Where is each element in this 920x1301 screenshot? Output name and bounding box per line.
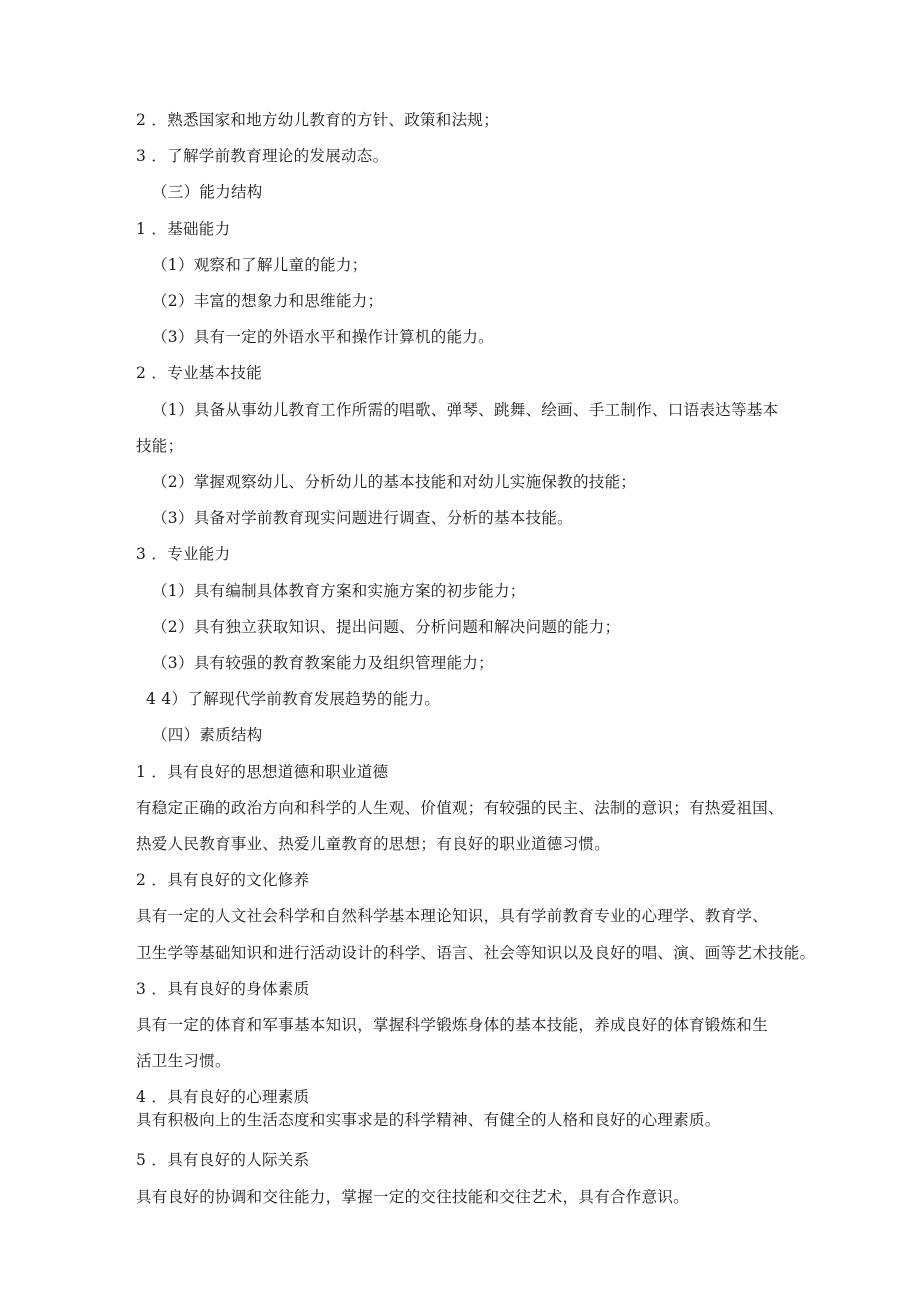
subsection-heading: 2 ．具有良好的文化修养 <box>136 871 310 889</box>
subsection-heading: 3 ．专业能力 <box>136 545 231 563</box>
subsection-heading: 5 ．具有良好的人际关系 <box>136 1151 310 1169</box>
subsection-heading: 1 ．具有良好的思想道德和职业道德 <box>136 763 389 781</box>
paragraph-line: 具有一定的人文社会科学和自然科学基本理论知识，具有学前教育专业的心理学、教育学、 <box>136 907 769 925</box>
list-item: （3）具备对学前教育现实问题进行调查、分析的基本技能。 <box>152 509 573 527</box>
subsection-heading: 1 ．基础能力 <box>136 220 231 238</box>
paragraph-line: 卫生学等基础知识和进行活动设计的科学、语言、社会等知识以及良好的唱、演、画等艺术技能。 <box>136 944 816 962</box>
paragraph-line: 具有良好的协调和交往能力，掌握一定的交往技能和交往艺术，具有合作意识。 <box>136 1188 690 1206</box>
list-item: （1）观察和了解儿童的能力； <box>152 256 368 274</box>
subsection-heading: 4 ．具有良好的心理素质 <box>136 1088 310 1106</box>
paragraph-line: 活卫生习惯。 <box>136 1052 231 1070</box>
list-item: （2）丰富的想象力和思维能力； <box>152 292 384 310</box>
paragraph-line: 有稳定正确的政治方向和科学的人生观、价值观；有较强的民主、法制的意识；有热爱祖国、 <box>136 799 784 817</box>
list-item: （1）具有编制具体教育方案和实施方案的初步能力； <box>152 582 526 600</box>
list-item: （3）具有一定的外语水平和操作计算机的能力。 <box>152 328 494 346</box>
paragraph-line: 具有一定的体育和军事基本知识，掌握科学锻炼身体的基本技能，养成良好的体育锻炼和生 <box>136 1016 769 1034</box>
list-item: （2）具有独立获取知识、提出问题、分析问题和解决问题的能力； <box>152 618 621 636</box>
list-item: （1）具备从事幼儿教育工作所需的唱歌、弹琴、跳舞、绘画、手工制作、口语表达等基本 <box>152 401 779 419</box>
section-heading: （三）能力结构 <box>152 183 263 201</box>
subsection-heading: 3 ．具有良好的身体素质 <box>136 980 310 998</box>
section-heading: （四）素质结构 <box>152 726 263 744</box>
list-item: （2）掌握观察幼儿、分析幼儿的基本技能和对幼儿实施保教的技能； <box>152 473 637 491</box>
list-item: 4 4）了解现代学前教育发展趋势的能力。 <box>146 690 441 708</box>
list-item: 2 ．熟悉国家和地方幼儿教育的方针、政策和法规； <box>136 111 499 129</box>
list-item: （3）具有较强的教育教案能力及组织管理能力； <box>152 654 494 672</box>
list-item: 3 ．了解学前教育理论的发展动态。 <box>136 147 389 165</box>
subsection-heading: 2 ．专业基本技能 <box>136 364 262 382</box>
paragraph-line: 热爱人民教育事业、热爱儿童教育的思想；有良好的职业道德习惯。 <box>136 835 611 853</box>
paragraph-line: 具有积极向上的生活态度和实事求是的科学精神、有健全的人格和良好的心理素质。 <box>136 1111 721 1129</box>
list-item-continuation: 技能； <box>136 437 184 455</box>
